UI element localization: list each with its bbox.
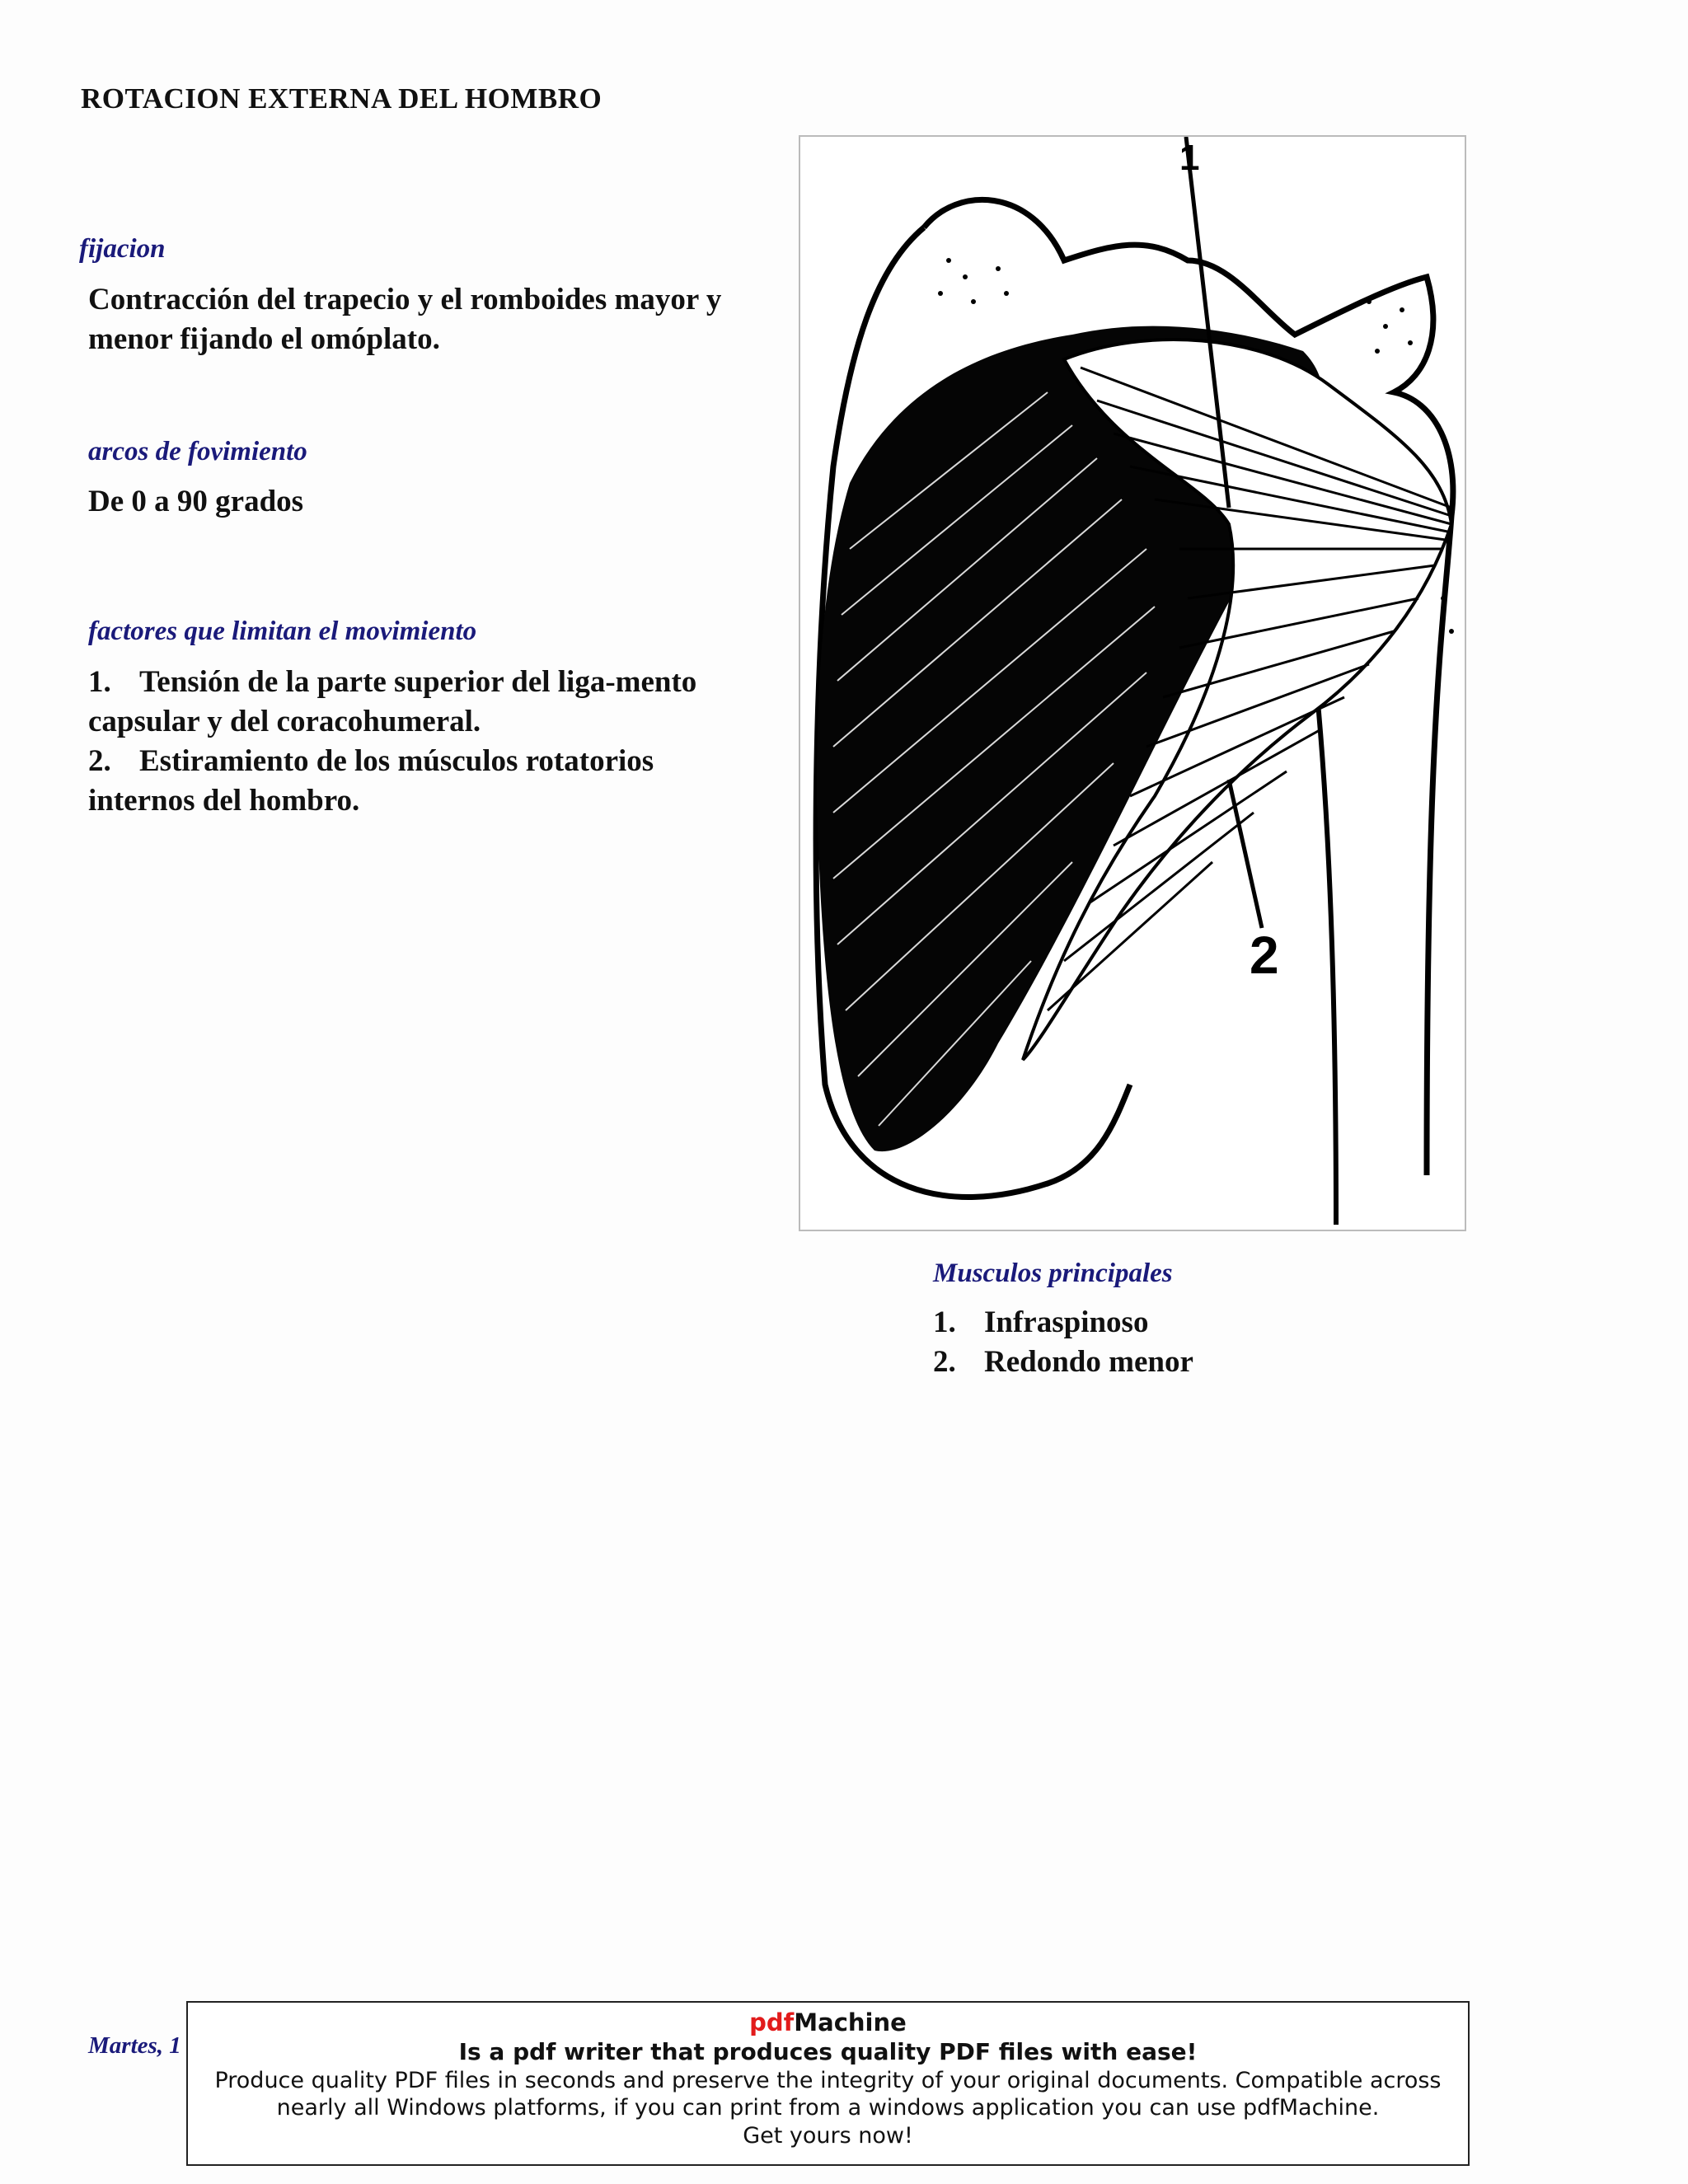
ad-brand-pdf: pdf [749, 2008, 795, 2036]
pdfmachine-ad-box[interactable] [186, 2001, 1470, 2166]
list-number: 1. [933, 1305, 956, 1339]
list-text: Redondo menor [984, 1345, 1193, 1379]
range-heading: arcos de fovimiento [88, 437, 307, 466]
list-number: 2. [88, 744, 111, 778]
shoulder-muscles-illustration [799, 135, 1466, 1231]
list-text: Tensión de la parte superior del liga-mento [139, 665, 697, 699]
muscles-heading: Musculos principales [933, 1258, 1173, 1288]
footer-date: Martes, 1 [88, 2032, 181, 2059]
list-item [88, 702, 748, 742]
list-number: 2. [933, 1345, 956, 1379]
list-item [933, 1303, 1193, 1343]
ad-brand-machine: Machine [794, 2008, 907, 2036]
ad-call-to-action[interactable]: Get yours now! [743, 2123, 913, 2149]
list-text: Estiramiento de los músculos rotatorios [139, 744, 654, 778]
figure-label-1: 1 [1179, 138, 1200, 178]
list-text: capsular y del coracohumeral. [88, 705, 481, 738]
fixation-line: menor fijando el omóplato. [88, 322, 440, 356]
list-item [88, 663, 748, 702]
list-text: Infraspinoso [984, 1305, 1149, 1339]
fixation-text [88, 280, 721, 359]
list-text: internos del hombro. [88, 784, 360, 818]
range-text: De 0 a 90 grados [88, 485, 304, 518]
limits-heading: factores que limitan el movimiento [88, 616, 477, 646]
ad-description-line: Produce quality PDF files in seconds and preserve the integrity of your original documents. Compatible across [214, 2068, 1442, 2093]
ad-tagline: Is a pdf writer that produces quality PDF files with ease! [458, 2038, 1198, 2065]
ad-description [188, 2067, 1468, 2121]
ad-brand [188, 2008, 1468, 2037]
fixation-line: Contracción del trapecio y el romboides mayor y [88, 283, 722, 316]
ad-description-line: nearly all Windows platforms, if you can print from a windows application you can use pdfMachine. [276, 2095, 1380, 2121]
list-item [933, 1343, 1193, 1382]
shoulder-drawing [800, 137, 1465, 1230]
list-item [88, 781, 748, 821]
figure-label-2: 2 [1250, 926, 1279, 985]
list-item [88, 742, 748, 781]
muscles-list [933, 1303, 1193, 1382]
page-title: ROTACION EXTERNA DEL HOMBRO [81, 82, 603, 115]
fixation-heading: fijacion [79, 234, 166, 264]
limits-list [88, 663, 748, 821]
list-number: 1. [88, 665, 111, 699]
